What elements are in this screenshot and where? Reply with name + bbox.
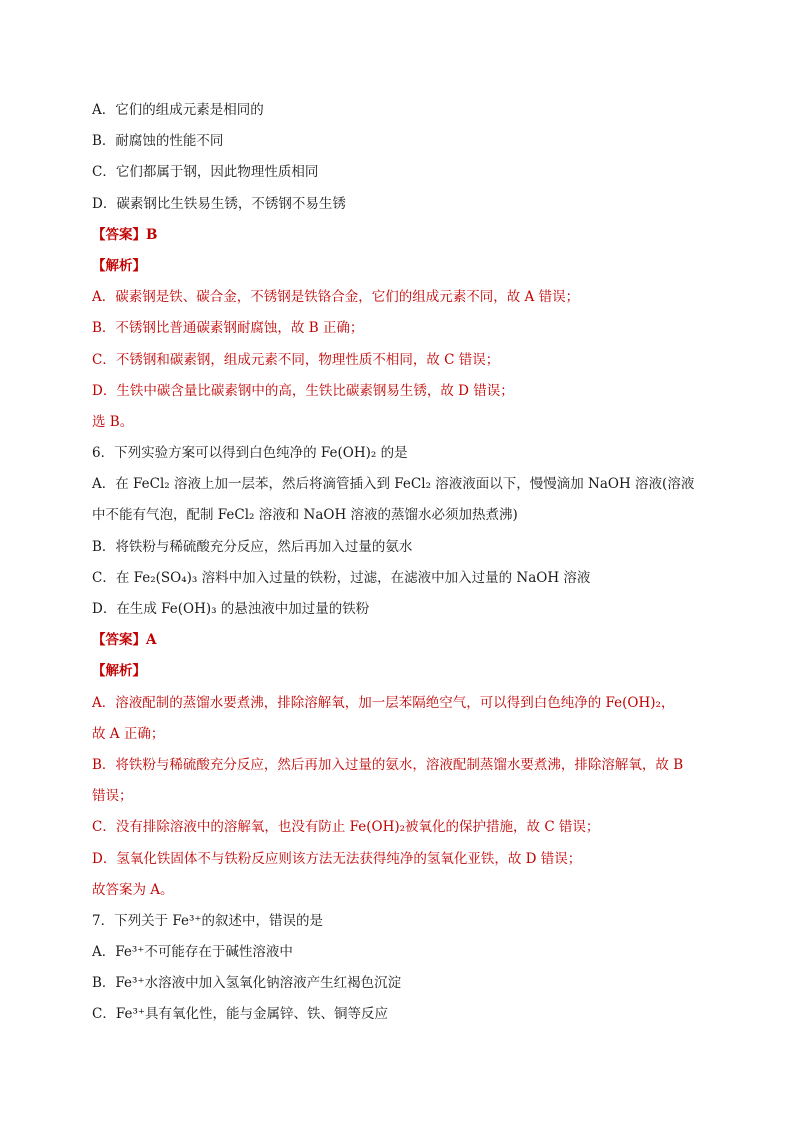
text-line: B．将铁粉与稀硫酸充分反应，然后再加入过量的氨水 (92, 538, 413, 555)
document-body (92, 99, 712, 1035)
text-line: C．Fe³⁺具有氧化性，能与金属锌、铁、铜等反应 (92, 1006, 388, 1023)
explanation-line: A．碳素钢是铁、碳合金，不锈钢是铁铬合金，它们的组成元素不同，故 A 错误； (92, 289, 580, 306)
explanation-line: 故 A 正确； (92, 725, 165, 742)
section-heading: 【解析】 (92, 663, 146, 680)
section-heading: 【答案】A (92, 632, 157, 649)
text-line: 7．下列关于 Fe³⁺的叙述中，错误的是 (92, 912, 324, 929)
text-line: C．在 Fe₂(SO₄)₃ 溶料中加入过量的铁粉，过滤，在滤液中加入过量的 NaOH 溶液 (92, 569, 591, 586)
explanation-line: 错误； (92, 788, 133, 805)
section-heading: 【答案】B (92, 226, 158, 243)
text-line: 中不能有气泡，配制 FeCl₂ 溶液和 NaOH 溶液的蒸馏水必须加热煮沸) (92, 507, 518, 524)
text-line: A．在 FeCl₂ 溶液上加一层苯，然后将滴管插入到 FeCl₂ 溶液液面以下，慢慢滴加 NaOH 溶液(溶液 (92, 476, 695, 493)
text-line: B．Fe³⁺水溶液中加入氢氧化钠溶液产生红褐色沉淀 (92, 975, 402, 992)
explanation-line: D．生铁中碳含量比碳素钢中的高，生铁比碳素钢易生锈，故 D 错误； (92, 382, 514, 399)
text-line: A．Fe³⁺不可能存在于碱性溶液中 (92, 944, 293, 961)
explanation-line: B．将铁粉与稀硫酸充分反应，然后再加入过量的氨水，溶液配制蒸馏水要煮沸，排除溶解氧，故 B (92, 756, 684, 773)
text-line: D．碳素钢比生铁易生锈，不锈钢不易生锈 (92, 195, 346, 212)
text-line: D．在生成 Fe(OH)₃ 的悬浊液中加过量的铁粉 (92, 601, 370, 617)
text-line: C．它们都属于钢，因此物理性质相同 (92, 164, 319, 181)
explanation-line: B．不锈钢比普通碳素钢耐腐蚀，故 B 正确； (92, 320, 364, 337)
explanation-line: 故答案为 A。 (92, 881, 174, 898)
explanation-line: D．氢氧化铁固体不与铁粉反应则该方法无法获得纯净的氢氧化亚铁，故 D 错误； (92, 850, 582, 867)
text-line: A．它们的组成元素是相同的 (92, 102, 264, 118)
explanation-line: 选 B。 (92, 413, 134, 430)
explanation-line: C．不锈钢和碳素钢，组成元素不同，物理性质不相同，故 C 错误； (92, 351, 500, 368)
explanation-line: A．溶液配制的蒸馏水要煮沸，排除溶解氧，加一层苯隔绝空气，可以得到白色纯净的 Fe(OH)₂， (92, 694, 675, 711)
text-line: 6．下列实验方案可以得到白色纯净的 Fe(OH)₂ 的是 (92, 445, 408, 462)
section-heading: 【解析】 (92, 257, 146, 274)
text-line: B．耐腐蚀的性能不同 (92, 133, 224, 150)
explanation-line: C．没有排除溶液中的溶解氧，也没有防止 Fe(OH)₂被氧化的保护措施，故 C 错误； (92, 819, 600, 836)
